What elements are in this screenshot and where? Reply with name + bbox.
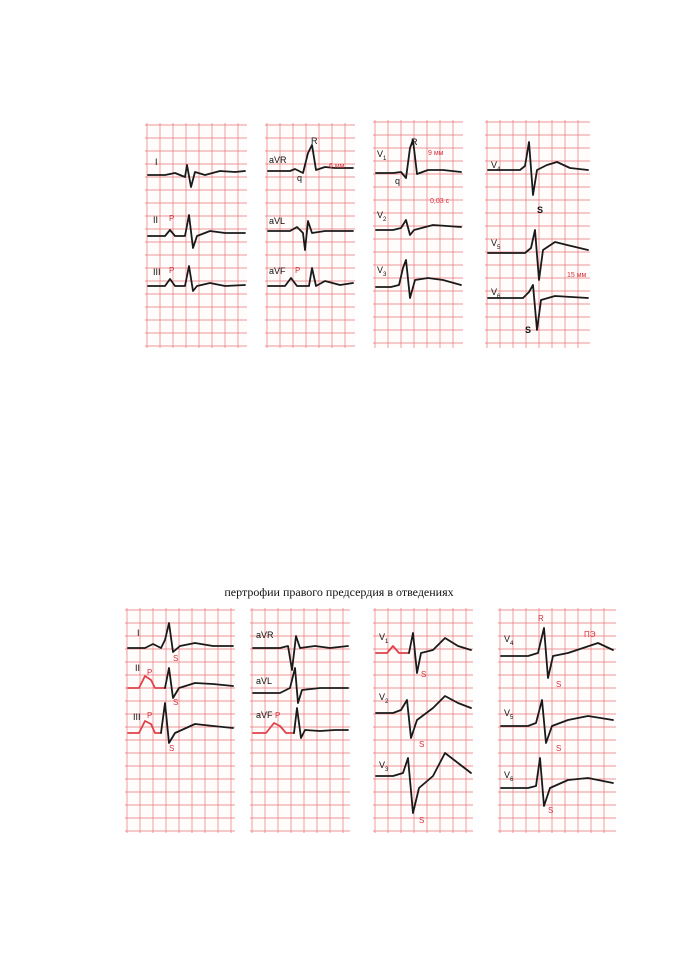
wave-label-PE: ПЭ — [584, 630, 596, 639]
trace-lead-I — [148, 165, 245, 187]
lead-label-III: III — [133, 712, 141, 722]
ecg-grid-top-v1v3 — [373, 120, 463, 348]
wave-label-S: S — [419, 740, 425, 749]
wave-label-S: S — [548, 806, 554, 815]
wave-label-q: q — [297, 173, 303, 183]
lead-label-I: I — [155, 157, 158, 167]
ecg-grid-bottom-limb — [125, 608, 235, 833]
wave-label-S: S — [421, 670, 427, 679]
lead-label-V2: $V_2$ — [379, 692, 389, 705]
wave-label-S: S — [419, 816, 425, 825]
wave-label-P: P — [169, 266, 175, 275]
lead-label-aVL: aVL — [269, 216, 286, 226]
ecg-panel-bottom-v4v6 — [498, 608, 616, 833]
wave-label-S: S — [169, 744, 175, 753]
lead-label-V2: $V_2$ — [377, 210, 387, 223]
trace-lead-II — [148, 215, 245, 248]
ecg-panel-top-v1v3 — [373, 120, 463, 348]
ecg-grid-bottom-v4v6 — [498, 608, 616, 833]
lead-label-I: I — [137, 628, 140, 638]
wave-label-P: P — [295, 266, 301, 275]
ecg-panel-bottom-limb — [125, 608, 235, 833]
lead-label-V3: $V_3$ — [377, 265, 387, 278]
lead-label-V4: $V_4$ — [491, 160, 501, 173]
wave-label-S: S — [525, 325, 532, 335]
wave-label-R: R — [538, 614, 544, 623]
wave-label-S: S — [173, 698, 179, 707]
measurement-003s: 0,03 с — [430, 198, 450, 205]
figure-caption: пертрофии правого предсердия в отведениях — [224, 585, 454, 599]
ecg-panel-bottom-v1v3 — [373, 608, 473, 833]
ecg-grid-top-limb — [145, 123, 247, 348]
lead-label-II: II — [135, 663, 141, 673]
lead-label-V5: $V_5$ — [504, 708, 514, 721]
lead-label-V1: $V_1$ — [377, 149, 387, 162]
wave-label-P: P — [147, 711, 153, 720]
ecg-panel-bottom-augmented — [250, 608, 350, 833]
lead-label-V6: $V_6$ — [491, 287, 501, 300]
lead-label-aVF: aVF — [256, 710, 273, 720]
ecg-panel-top-augmented — [265, 123, 355, 348]
wave-label-S: S — [173, 654, 179, 663]
lead-label-V5: $V_5$ — [491, 238, 501, 251]
lead-label-aVF: aVF — [269, 266, 286, 276]
wave-label-S: S — [537, 205, 544, 215]
lead-label-V6: $V_6$ — [504, 770, 514, 783]
ecg-panel-top-limb — [145, 123, 247, 348]
wave-label-P: P — [169, 214, 175, 223]
wave-label-R: R — [411, 137, 418, 147]
lead-label-aVR: aVR — [269, 155, 287, 165]
lead-label-III: III — [153, 267, 161, 277]
wave-label-S: S — [556, 680, 562, 689]
lead-label-V4: $V_4$ — [504, 634, 514, 647]
lead-label-aVR: aVR — [256, 630, 274, 640]
lead-label-II: II — [153, 215, 159, 225]
lead-label-aVL: aVL — [256, 676, 273, 686]
wave-label-P: P — [147, 668, 153, 677]
ecg-grid-top-v4v6 — [485, 120, 590, 348]
measurement-6mm: 6 мм — [329, 163, 345, 170]
lead-label-V1: $V_1$ — [379, 632, 389, 645]
measurement-9mm: 9 мм — [428, 150, 444, 157]
measurement-15mm: 15 мм — [567, 272, 587, 279]
wave-label-P: P — [275, 711, 281, 720]
trace-lead-III — [148, 266, 245, 291]
ecg-grid-bottom-augmented — [250, 608, 350, 833]
wave-label-q: q — [395, 176, 401, 186]
ecg-panel-top-v4v6 — [485, 120, 590, 348]
wave-label-R: R — [311, 136, 318, 146]
wave-label-S: S — [556, 744, 562, 753]
lead-label-V3: $V_3$ — [379, 760, 389, 773]
